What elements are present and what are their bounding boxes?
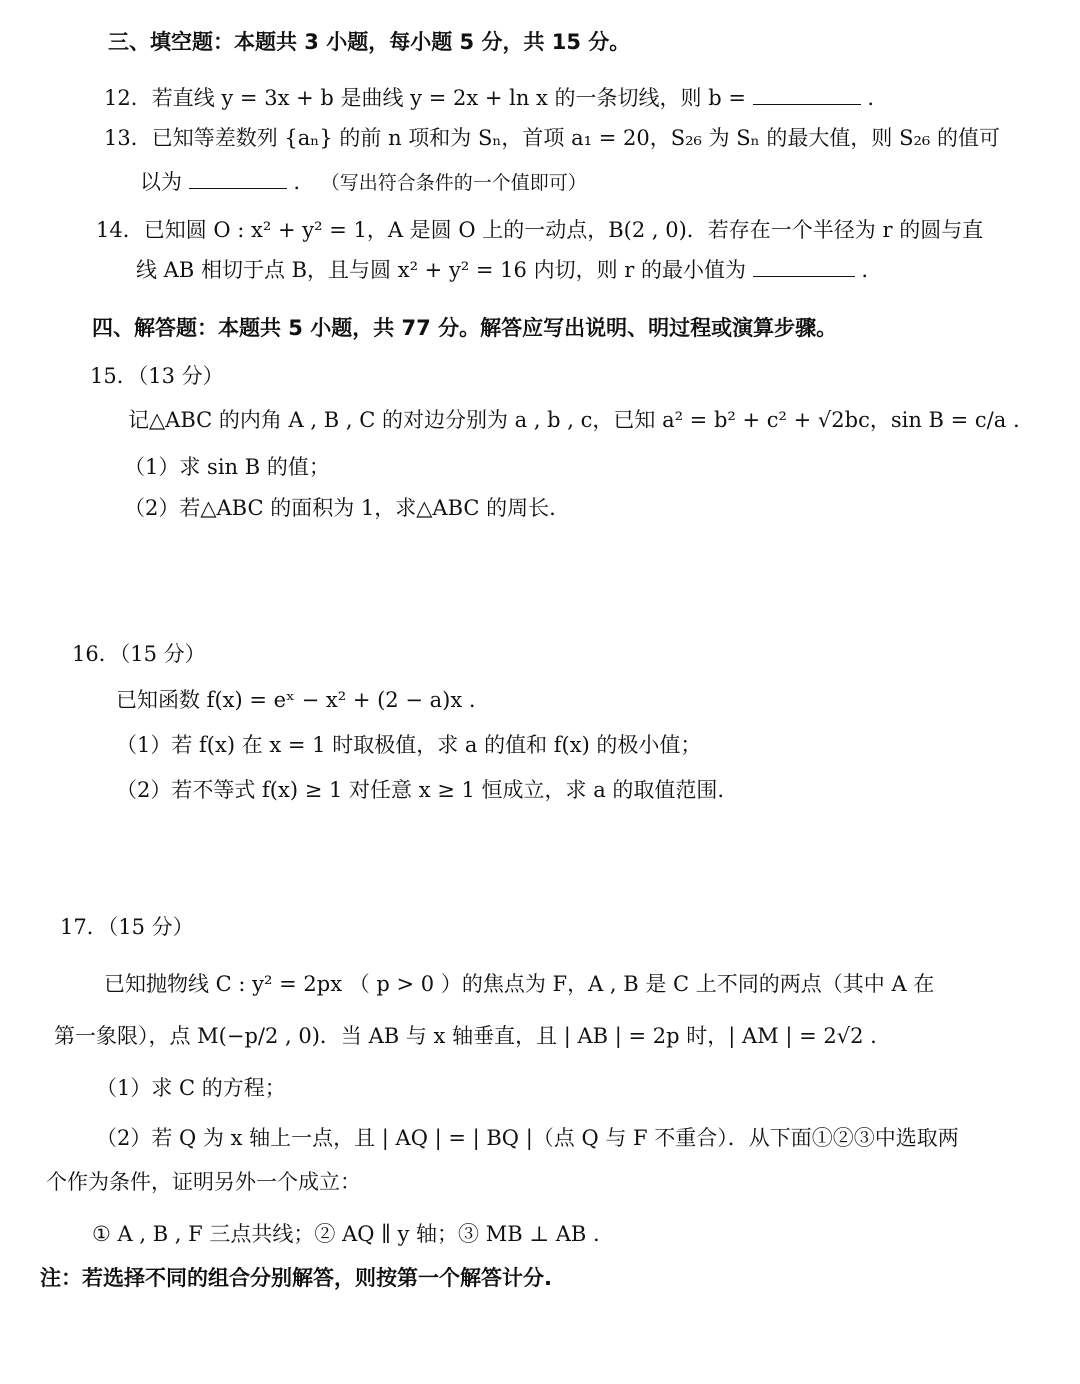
section3-heading: 三、填空题：本题共 3 小题，每小题 5 分，共 15 分。 [108, 30, 631, 54]
q17-line2: 第一象限），点 M(−p/2 , 0)．当 AB 与 x 轴垂直，且 | AB | = 2p 时，| AM | = 2√2 . [54, 1024, 877, 1048]
question-13-line1: 13．已知等差数列 {aₙ} 的前 n 项和为 Sₙ，首项 a₁ = 20，S₂₆ 为 Sₙ 的最大值，则 S₂₆ 的值可 [104, 126, 1000, 150]
q13-answer-blank [189, 188, 287, 189]
q17-header: 17．（15 分） [60, 915, 194, 939]
question-13-line2 [140, 170, 587, 195]
q16-part1: （1）若 f(x) 在 x = 1 时取极值，求 a 的值和 f(x) 的极小值； [116, 733, 702, 757]
q17-line1: 已知抛物线 C : y² = 2px （ p > 0 ）的焦点为 F，A , B 是 C 上不同的两点（其中 A 在 [104, 972, 935, 996]
q15-part2: （2）若△ABC 的面积为 1，求△ABC 的周长. [124, 496, 556, 520]
q17-conditions: ① A , B , F 三点共线；② AQ ∥ y 轴；③ MB ⊥ AB . [92, 1222, 600, 1246]
q15-header: 15．（13 分） [90, 364, 224, 388]
q12-answer-blank [753, 104, 861, 105]
q16-header: 16．（15 分） [72, 642, 206, 666]
q14-line2-text: 线 AB 相切于点 B，且与圆 x² + y² = 16 内切，则 r 的最小值为 [136, 258, 746, 282]
question-14-line2 [136, 258, 868, 283]
q14-answer-blank [753, 276, 855, 277]
question-12 [104, 86, 874, 111]
section4-heading: 四、解答题：本题共 5 小题，共 77 分。解答应写出说明、明过程或演算步骤。 [92, 316, 838, 340]
q17-part2-line1: （2）若 Q 为 x 轴上一点，且 | AQ | = | BQ |（点 Q 与 F 不重合）．从下面①②③中选取两 [96, 1126, 959, 1150]
q16-part2: （2）若不等式 f(x) ≥ 1 对任意 x ≥ 1 恒成立，求 a 的取值范围. [116, 778, 725, 802]
q17-part2-line2: 个作为条件，证明另外一个成立： [46, 1170, 361, 1194]
q17-note: 注：若选择不同的组合分别解答，则按第一个解答计分. [40, 1266, 552, 1290]
q15-statement: 记△ABC 的内角 A , B , C 的对边分别为 a , b , c，已知 a² = b² + c² + √2bc，sin B = c/a . [128, 408, 1020, 432]
q12-text: 12．若直线 y = 3x + b 是曲线 y = 2x + ln x 的一条切线，则 b = [104, 86, 746, 110]
q14-line2-tail: . [861, 258, 869, 282]
q16-statement: 已知函数 f(x) = eˣ − x² + (2 − a)x . [116, 688, 476, 712]
q15-part1: （1）求 sin B 的值； [124, 455, 330, 479]
q13-note: （写出符合条件的一个值即可） [320, 172, 587, 194]
question-14-line1: 14．已知圆 O : x² + y² = 1，A 是圆 O 上的一动点，B(2 , 0)．若存在一个半径为 r 的圆与直 [96, 218, 984, 242]
q13-line2-tail: . [293, 170, 301, 194]
q17-part1: （1）求 C 的方程； [96, 1076, 286, 1100]
q13-line2-start: 以为 [140, 170, 182, 194]
q12-tail: . [867, 86, 874, 110]
